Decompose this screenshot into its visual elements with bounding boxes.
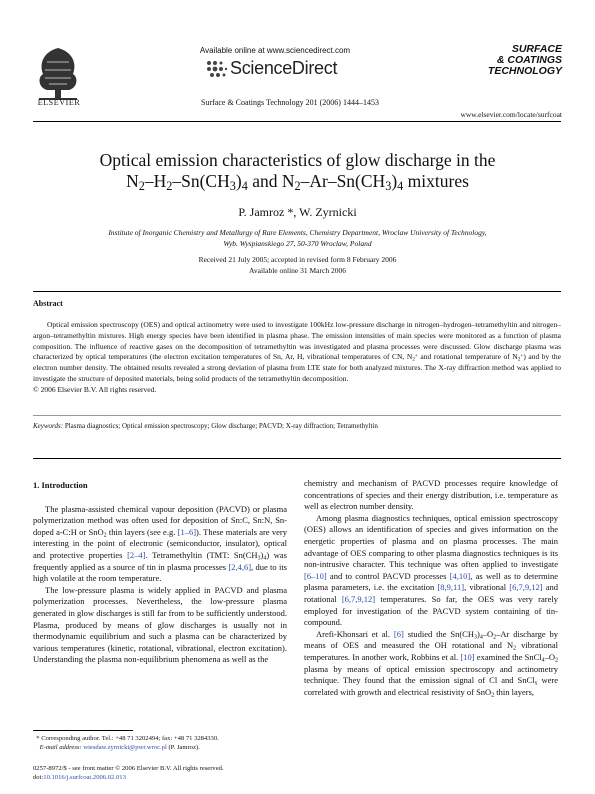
journal-logo-line: SURFACE <box>511 43 562 55</box>
journal-logo-line: TECHNOLOGY <box>487 65 562 77</box>
journal-citation: Surface & Coatings Technology 201 (2006) 1444–1453 <box>201 98 379 107</box>
article-title <box>60 150 535 192</box>
abstract-copyright: © 2006 Elsevier B.V. All rights reserved. <box>33 384 157 394</box>
email-link[interactable]: wiesdaw.zyrnicki@pwr.wroc.pl <box>83 744 167 752</box>
paragraph: Arefi-Khonsari et al. [6] studied the $Sn(CH_3)_4-O_2-Ar$ discharge by means of OES and measured the OH rotational and $N_2$ vibrational temperatures. In another work, Robbins et al. [10] examined the $SnCl_4-O_2$ plasma by means of optical emission spectroscopy and actinometry technique. They found that the emission signal of Cl and SnCl$_x$ were correlated with growth and electrical resistivity of SnO$_2$ thin layers, <box>304 628 559 699</box>
paragraph: chemistry and mechanism of PACVD processes require knowledge of concentrations of species and their energy distribution, i.e. temperature as well as electron number density. <box>304 478 558 512</box>
keywords-text: Plasma diagnostics; Optical emission spectroscopy; Glow discharge; PACVD; X-ray diffraction; Tetramethyltin <box>64 422 378 430</box>
abstract-top-rule <box>33 291 561 292</box>
sciencedirect-dots-icon <box>206 60 228 80</box>
title-line-2: $N_2-H_2-Sn(CH_3)_4$ and $N_2-Ar-Sn(CH_3)_4$ mixtures <box>126 171 469 194</box>
abstract-heading: Abstract <box>33 299 63 308</box>
online-date: Available online 31 March 2006 <box>249 266 346 275</box>
section-heading: 1. Introduction <box>33 480 88 490</box>
column-left <box>33 480 287 666</box>
header-rule <box>33 121 561 122</box>
body-top-rule <box>33 458 561 459</box>
paragraph: The low-pressure plasma is widely applied in PACVD and plasma polymerization processes. Nevertheless, the low-pressure plasma generated in glow discharges is still far from to be sufficiently understood. Plasma, produced by means of glow discharges is usually not in thermodynamic equilibrium and such a plasma can be characterized by various temperatures (kinetic, rotational, vibrational, electron excitation). Understanding the plasma non-equilibrium phenomena as well as the <box>33 584 287 665</box>
sciencedirect-wordmark: ScienceDirect <box>230 58 338 78</box>
title-line-1: Optical emission characteristics of glow discharge in the <box>99 150 496 170</box>
journal-url-link[interactable]: www.elsevier.com/locate/surfcoat <box>460 110 562 119</box>
article-dates <box>70 254 525 276</box>
abstract-text: Optical emission spectroscopy (OES) and optical actinometry were used to investigate 100kHz low-pressure discharge in nitrogen–hydrogen–tetramethyltin and nitrogen–argon–tetramethyltin mixtures. High energy species have been identified in plasma phase. The emission intensities of main species were monitored as a function of plasma composition. The influence of reactive gases on the decomposition of tetramethyltin was investigated and plasma processes were discussed. Glow discharge plasma was characterized by optical temperatures (the electron excitation temperatures of Sn, Ar, H, vibrational temperatures of CN, $N_2^+$ and rotational temperature of $N_2^+$) and by the electron number density. The obtained results revealed a strong deviation of plasma from LTE state for both analyzed mixtures. The X-ray diffraction method was applied to investigate the structure of deposited materials, being solid products of the tetramethyltin decomposition. <box>33 320 561 383</box>
journal-logo <box>478 44 562 108</box>
journal-logo-line: & COATINGS <box>496 54 562 66</box>
column-right <box>304 478 558 698</box>
elsevier-wordmark: ELSEVIER <box>37 98 81 107</box>
abstract-body <box>33 320 561 396</box>
authors: P. Jamroz *, W. Zyrnicki <box>238 205 357 219</box>
received-dates: Received 21 July 2005; accepted in revised form 8 February 2006 <box>198 255 397 264</box>
affiliation-line: Institute of Inorganic Chemistry and Metallurgy of Rare Elements, Chemistry Department, Wroclaw University of Technology, <box>108 228 487 237</box>
affiliation-line: Wyb. Wyspianskiego 27, 50-370 Wroclaw, Poland <box>223 239 372 248</box>
available-online-text: Available online at www.sciencedirect.com <box>199 46 351 55</box>
doi-link[interactable]: 10.1016/j.surfcoat.2006.02.013 <box>43 774 126 782</box>
footnote-rule <box>33 730 133 731</box>
issn-line: 0257-8972/$ - see front matter © 2006 Elsevier B.V. All rights reserved. <box>33 765 224 772</box>
keywords-label: Keywords: <box>33 422 64 430</box>
keywords-rule <box>33 415 561 416</box>
affiliation <box>70 227 525 249</box>
corresponding-author: * Corresponding author. Tel.: +48 71 3202494; fax: +48 71 3284330. <box>33 735 219 742</box>
email-line: E-mail address: wiesdaw.zyrnicki@pwr.wroc.pl (P. Jamroz). <box>39 744 200 752</box>
keywords <box>33 422 561 430</box>
paragraph: The plasma-assisted chemical vapour deposition (PACVD) or plasma polymerization method was often used for deposition of Sn:C, Sn:N, Sn-doped a-C:H or SnO$_2$ thin layers (see e.g. [1–6]). These materials are very interesting in the point of electronic (semiconductor, insulator), optical and protective properties [2–4]. Tetramethyltin (TMT: $Sn(CH_3)_4$) was frequently applied as a source of tin in plasma processes [2,4,6], due to its high volatile at the room temperature. <box>33 503 287 584</box>
doi-line: doi:10.1016/j.surfcoat.2006.02.013 <box>33 774 126 782</box>
issn-doi <box>33 764 313 783</box>
footnote <box>33 734 293 753</box>
elsevier-tree-logo <box>33 44 83 102</box>
paragraph: Among plasma diagnostics techniques, optical emission spectroscopy (OES) allows an identification of species and gives information on the energetic properties of plasma and on plasma processes. The main advantage of OES comparing to other plasma diagnostics techniques is its non-intrusive character. This technique was often applied to investigate [6–10] and to control PACVD processes [4,10], as well as to determine plasma parameters, i.e. the excitation [8,9,11], vibrational [6,7,9,12] and rotational [6,7,9,12] temperatures. So far, the OES was very rarely employed for investigation of the PACVD system containing of tin-compound. <box>304 512 558 628</box>
